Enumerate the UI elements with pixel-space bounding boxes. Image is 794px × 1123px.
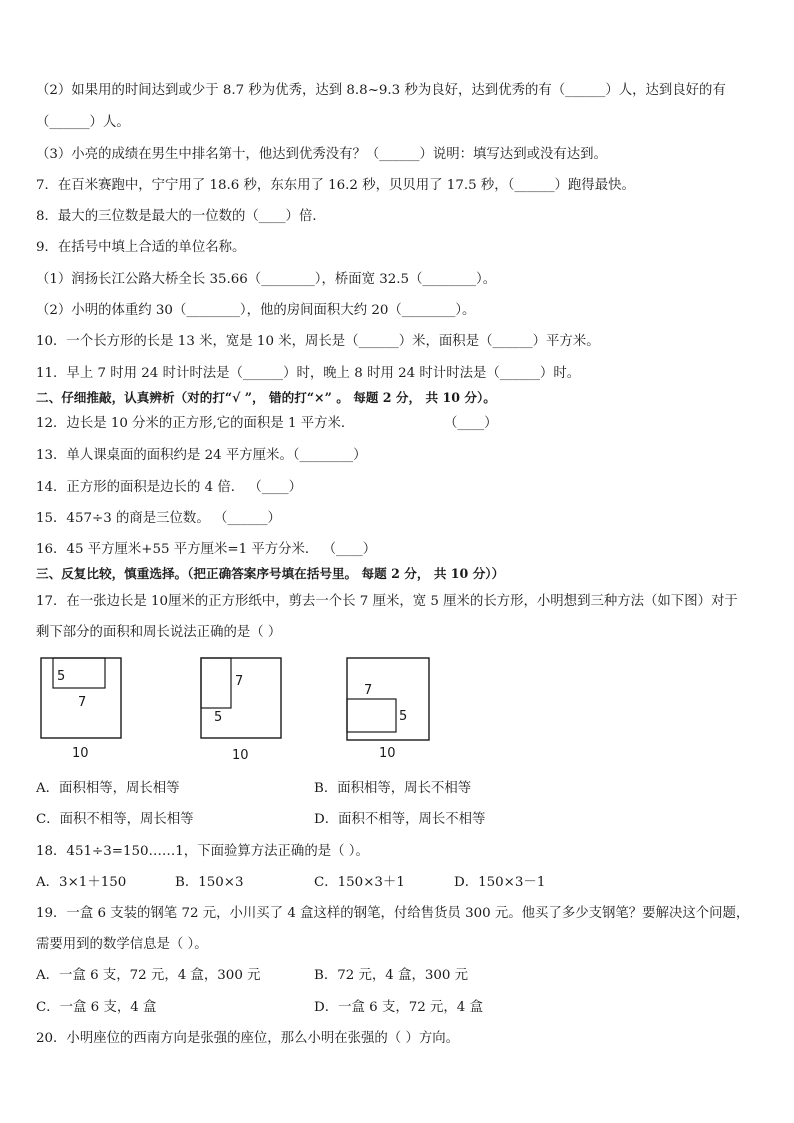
question-6-2-line1: （2）如果用的时间达到或少于 8.7 秒为优秀，达到 8.8~9.3 秒为良好，达到优秀的有（______）人，达到良好的有: [36, 83, 726, 98]
figure-1: [36, 655, 136, 765]
figure-3-label-side: 10: [379, 746, 396, 761]
question-9: 9．在括号中填上合适的单位名称。: [36, 240, 246, 255]
figure-2-square: [201, 658, 281, 738]
question-14: 14．正方形的面积是边长的 4 倍． （____）: [36, 480, 302, 495]
question-6-3: （3）小亮的成绩在男生中排名第十，他达到优秀没有？（______）说明：填写达到或没有达到。: [36, 147, 607, 162]
question-17-option-a: A．面积相等，周长相等: [36, 781, 180, 796]
figure-1-label-side: 10: [72, 746, 89, 761]
figure-3: [342, 655, 442, 765]
question-19-line2: 需要用到的数学信息是（ ）。: [36, 937, 208, 952]
question-17-line2: 剩下部分的面积和周长说法正确的是（ ）: [36, 625, 282, 640]
section-2-heading: 二、仔细推敲，认真辨析（对的打“√ ”， 错的打“×” 。 每题 2 分， 共 10 分）。: [36, 390, 496, 405]
question-19-line1: 19．一盒 6 支装的钢笔 72 元，小川买了 4 盒这样的钢笔，付给售货员 300 元。他买了多少支钢笔？要解决这个问题，: [36, 906, 750, 921]
question-17-option-b: B．面积相等，周长不相等: [314, 781, 472, 796]
question-8: 8．最大的三位数是最大的一位数的（____）倍．: [36, 209, 326, 224]
question-7: 7．在百米赛跑中，宁宁用了 18.6 秒，东东用了 16.2 秒，贝贝用了 17.5 秒，（______）跑得最快。: [36, 178, 635, 193]
question-6-2-line2: （______）人。: [36, 115, 130, 130]
question-13: 13．单人课桌面的面积约是 24 平方厘米。（________）: [36, 448, 367, 463]
question-18: 18．451÷3=150……1，下面验算方法正确的是（ ）。: [36, 844, 369, 859]
section-3-heading: 三、反复比较，慎重选择。（把正确答案序号填在括号里。 每题 2 分， 共 10 分））: [36, 566, 505, 581]
figure-2-label-width: 5: [214, 710, 223, 725]
figure-3-label-height: 5: [399, 709, 408, 724]
question-17-option-d: D．面积不相等，周长不相等: [314, 812, 486, 827]
question-16: 16．45 平方厘米+55 平方厘米=1 平方分米． （____）: [36, 542, 377, 557]
question-9-2: （2）小明的体重约 30（________），他的房间面积大约 20（________）。: [36, 303, 476, 318]
question-15: 15．457÷3 的商是三位数。 （______）: [36, 511, 281, 526]
question-12: 12．边长是 10 分米的正方形,它的面积是 1 平方米．: [36, 416, 355, 431]
question-18-option-a: A．3×1＋150: [36, 875, 127, 890]
figure-2-cut-rect: [201, 658, 231, 708]
question-18-option-c: C．150×3＋1: [314, 875, 405, 890]
question-20: 20．小明座位的西南方向是张强的座位，那么小明在张强的（ ）方向。: [36, 1031, 460, 1046]
question-19-option-d: D．一盒 6 支，72 元，4 盒: [314, 1000, 483, 1015]
question-17-option-c: C．面积不相等，周长相等: [36, 812, 194, 827]
question-17-line1: 17．在一张边长是 10厘米的正方形纸中，剪去一个长 7 厘米，宽 5 厘米的长方形，小明想到三种方法（如下图）对于: [36, 594, 738, 609]
question-19-option-c: C．一盒 6 支，4 盒: [36, 1000, 157, 1015]
question-11: 11．早上 7 时用 24 时计时法是（______）时，晚上 8 时用 24 时计时法是（______）时。: [36, 366, 581, 381]
question-10: 10．一个长方形的长是 13 米，宽是 10 米，周长是（______）米，面积是（______）平方米。: [36, 334, 600, 349]
figure-1-label-height: 5: [57, 669, 66, 684]
figure-2-label-side: 10: [232, 748, 249, 763]
figure-3-cut-rect: [347, 699, 396, 732]
figure-1-label-width: 7: [78, 695, 87, 710]
question-9-1: （1）润扬长江公路大桥全长 35.66（________），桥面宽 32.5（________）。: [36, 272, 497, 287]
question-18-option-b: B．150×3: [175, 875, 244, 890]
figure-3-label-width: 7: [364, 683, 373, 698]
question-18-option-d: D．150×3－1: [454, 875, 546, 890]
question-19-option-b: B．72 元，4 盒，300 元: [314, 968, 469, 983]
figure-2-label-height: 7: [235, 674, 244, 689]
figure-2: [196, 655, 296, 765]
question-19-option-a: A．一盒 6 支，72 元，4 盒，300 元: [36, 968, 261, 983]
question-12-blank: （____）: [444, 416, 498, 431]
